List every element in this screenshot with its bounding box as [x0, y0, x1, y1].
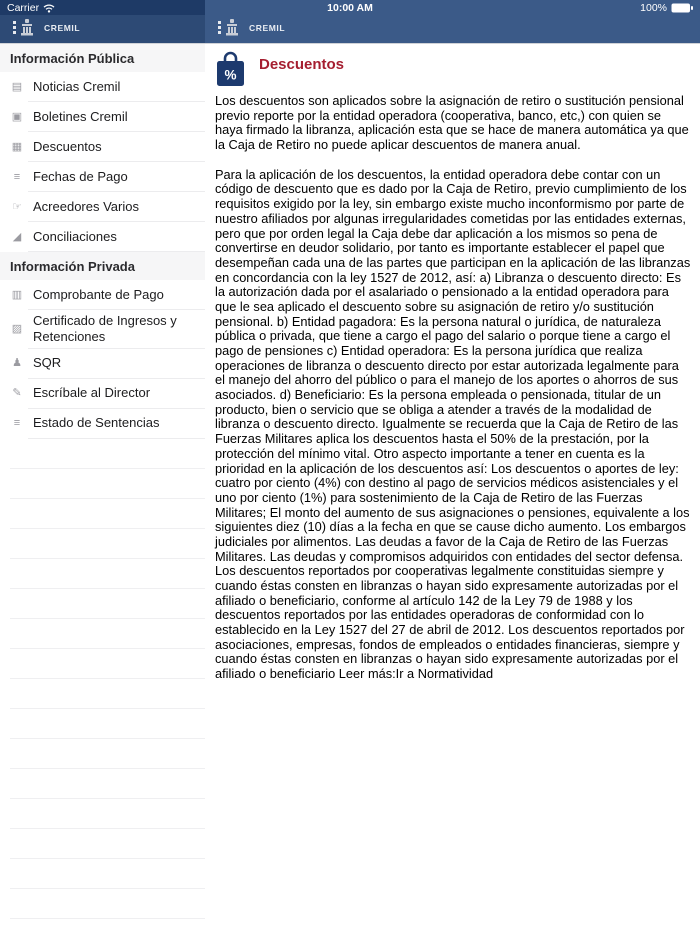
article-body	[205, 90, 700, 682]
sidebar-item-fechas-de-pago[interactable]	[0, 162, 205, 192]
certificate-icon: ▨	[11, 322, 23, 335]
sidebar-item-label: Boletines Cremil	[33, 108, 128, 124]
sidebar-item-noticias-cremil[interactable]	[0, 72, 205, 102]
empty-row	[0, 889, 205, 919]
empty-row	[0, 529, 205, 559]
sidebar-item-boletines-cremil[interactable]	[0, 102, 205, 132]
sidebar-item-comprobante-de-pago[interactable]	[0, 280, 205, 310]
empty-row	[0, 559, 205, 589]
article-paragraph: Los descuentos son aplicados sobre la asignación de retiro o sustitución pensional previo reporte por la entidad operadora (cooperativa, banco, etc,) con quien se haya firmado la libranza, aplicación esta que se hace de manera automática ya que la Caja de Retiro no puede aplicar descuentos de manera anual.	[215, 93, 689, 153]
header	[0, 0, 700, 44]
sidebar-item-label: Descuentos	[33, 138, 102, 154]
empty-row	[0, 859, 205, 889]
person-icon: ♟	[12, 357, 22, 369]
empty-row-container	[0, 439, 205, 919]
content-app-logo[interactable]	[217, 18, 285, 37]
status-bar	[0, 0, 700, 15]
sidebar-app-logo[interactable]	[12, 18, 80, 37]
sidebar-item-escribale-al-director[interactable]	[0, 379, 205, 409]
podium-icon: ≡	[13, 417, 21, 429]
corner-flag-icon: ◢	[12, 230, 22, 243]
sidebar-item-conciliaciones[interactable]	[0, 222, 205, 252]
empty-row	[0, 439, 205, 469]
cremil-monument-icon	[217, 18, 243, 37]
podium-icon: ≡	[13, 170, 21, 183]
sidebar-item-certificado-ingresos-retenciones[interactable]	[0, 310, 205, 349]
content-pane	[205, 44, 700, 933]
empty-row	[0, 499, 205, 529]
empty-row	[0, 619, 205, 649]
sidebar-item-estado-de-sentencias[interactable]	[0, 409, 205, 439]
pencil-icon: ✎	[12, 387, 22, 399]
sidebar-item-label: Conciliaciones	[33, 228, 117, 244]
clock-label: 10:00 AM	[327, 1, 373, 14]
empty-row	[0, 739, 205, 769]
article-paragraph: Para la aplicación de los descuentos, la entidad operadora debe contar con un código de descuento que es dado por la Caja de Retiro, previo cumplimiento de los requisitos exigido por la ley, sin embargo existe mucho inconformismo por parte de nuestro afiliados por algunas irregularidades cometidas por las entidades externas, pero que por orden legal la Caja debe dar aplicación a los mismos so pena de convertirse en deudor solidario, por tanto es importante establecer el papel que desempeñan cada una de las partes que participan en la aplicación de las libranzas en concordancia con la ley 1527 de 2012, así: a) Libranza o descuento directo: Es la autorización dada por el asalariado o pensionado a la entidad operadora para que le sea aplicado el descuento sobre su asignación de retiro y/o sustitución pensional. b) Entidad pagadora: Es la persona natural o jurídica, de naturaleza pública o privada, que tiene a cargo el pago del salario o porque tiene a cargo el pago de pensiones c) Entidad operadora: Es la persona jurídica que realiza operaciones de libranza o descuento directo por estar autorizada legalmente para el manejo del ahorro del público o para el manejo de los aportes o ahorros de sus asociados. d) Beneficiario: Es la persona empleada o pensionada, titular de un producto, bien o servicio que se obliga a atender a través de la modalidad de libranza o descuento directo. Igualmente se recuerda que la Caja de Retiro de las Fuerzas Militares aplica los descuentos hasta el 50% de la prestación, por la protección del mínimo vital. Otro aspecto importante a tener en cuenta es la prioridad en la aplicación de los descuentos así: Los descuentos o aportes de ley: cuatro por ciento (4%) con destino al pago de servicios médicos asistenciales y el uno por ciento (1%) para sostenimiento de la Caja de Retiro de las Fuerzas Militares; El monto del aumento de sus asignaciones o pensiones, equivalente a los siguientes diez (10) días a la fecha en que se cause dicho aumento. Los embargos judiciales por alimentos. Las deudas a favor de la Caja de Retiro de las Fuerzas Militares. Las deudas y compromisos adquiridos con entidades del sector defensa. Los descuentos reportados por cooperativas legalmente constituidas siempre y cuando éstas consten en libranzas o hayan sido expresamente autorizadas por el afiliado o beneficiario, conforme al artículo 142 de la Ley 79 de 1988 y los descuentos reportados por las entidades operadoras de conformidad con lo establecido en la Ley 1527 del 27 de abril de 2012. Los descuentos reportados por asociaciones, empresas, fondos de empleados o entidades financieras, siempre y cuando éstas consten en libranzas o hayan sido expresamente autorizadas por el afiliado o beneficiario Leer más:Ir a Normatividad	[215, 166, 691, 682]
sidebar-item-label: Certificado de Ingresos y Retenciones	[33, 313, 177, 345]
empty-row	[0, 829, 205, 859]
empty-row	[0, 799, 205, 829]
receipt-icon: ▥	[11, 288, 23, 301]
sidebar-item-acreedores-varios[interactable]	[0, 192, 205, 222]
battery-icon	[671, 3, 693, 13]
sidebar-item-label: Acreedores Varios	[33, 198, 139, 214]
empty-row	[0, 649, 205, 679]
content-header	[205, 44, 700, 90]
cremil-monument-icon	[12, 18, 38, 37]
empty-row	[0, 709, 205, 739]
section-header-informacion-privada: Información Privada	[0, 252, 205, 280]
sidebar-item-label: SQR	[33, 355, 62, 371]
svg-text:%: %	[224, 67, 237, 83]
sidebar-item-descuentos[interactable]	[0, 132, 205, 162]
news-icon: ▤	[11, 80, 23, 93]
battery-percent-label: 100%	[640, 1, 667, 14]
sidebar-item-label: Comprobante de Pago	[33, 286, 164, 302]
sidebar-item-label: Escríbale al Director	[33, 385, 151, 401]
app-name-label: CREMIL	[44, 22, 81, 33]
empty-row	[0, 769, 205, 799]
sidebar-item-sqr[interactable]	[0, 349, 205, 379]
sidebar-menu	[0, 44, 205, 933]
page-title: Descuentos	[259, 56, 345, 73]
section-header-informacion-publica: Información Pública	[0, 44, 205, 72]
nav-bar	[0, 15, 700, 43]
thumbs-up-icon: ☞	[12, 200, 22, 213]
empty-row	[0, 589, 205, 619]
app-name-label: CREMIL	[249, 22, 286, 33]
briefcase-icon: ▦	[11, 140, 23, 153]
sidebar-item-label: Estado de Sentencias	[33, 415, 160, 431]
main-split-view	[0, 44, 700, 933]
sidebar-item-label: Noticias Cremil	[33, 78, 121, 94]
empty-row	[0, 469, 205, 499]
carrier-label: Carrier	[7, 1, 40, 14]
sidebar-item-label: Fechas de Pago	[33, 168, 128, 184]
discount-bag-icon	[215, 51, 246, 88]
empty-row	[0, 679, 205, 709]
wifi-icon	[43, 3, 55, 13]
bulletin-icon: ▣	[11, 110, 23, 123]
